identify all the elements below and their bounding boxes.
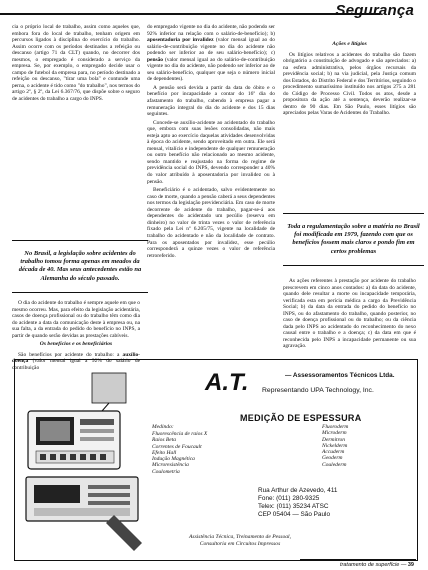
- subheading-acoes: Ações e litígios: [332, 41, 367, 47]
- col2-paragraph: Beneficiário é o acidentado, salvo evidentemente no caso de morte, quando a pensão caberá a seus dependentes nos termos da legislação previdenciária. Em caso de morte decorrente de acidente do trabalho, pagar-se-á aos dependentes do acidentado um pecúlio (reserva em dinheiro) no valor de trinta vezes o valor de referência fixado pela Lei nº 6.205/75, vigente na localidade de trabalho do acidentado e não da localidade de contrato. Para os aposentados por invalidez, esse pecúlio corresponderá a quinze vezes o valor de referência retroreferido.: [147, 187, 275, 259]
- col2-paragraph: Concede-se auxílio-acidente ao acidentado do trabalho que, embora com suas lesões consolidadas, não mais esteja apto ao exercício daquelas atividades desenvolvidas à época do acidente, sendo aproveitado em outra. Ele será mensal, vitalício e independente de qualquer remuneração ou outro benefício não relacionado ao mesmo acidente, sendo mantido e reajustado na forma do regime de previdência social do INPS, devendo corresponder a 40% do valor atribuído à aposentadoria por invalidez ou à pensão.: [147, 119, 275, 185]
- list-item: Microderm: [322, 430, 347, 437]
- address-line: Rua Arthur de Azevedo, 411: [258, 487, 338, 494]
- list-item: Indução Magnética: [152, 456, 195, 463]
- col1-paragraph: O dia do acidente do trabalho é sempre aquele em que o mesmo ocorreu. Mas, para efeito da legislação acidentária, casos de doença profissional ou do trabalho têm como dia do acidente a data da comunicação deste à empresa ou, na sua falta, a da entrada do pedido do benefício no INPS, a partir de quando serão devidas as prestações cabíveis.: [12, 300, 140, 339]
- page-footer: tratamento de superfície — 39: [340, 562, 414, 568]
- list-item: Accuderm: [322, 449, 345, 456]
- product-list: [322, 424, 348, 468]
- representation-line: Representando UPA Technology, Inc.: [262, 387, 374, 394]
- list-item: Microresistência: [152, 462, 189, 469]
- measuring-label: Medindo:: [152, 424, 174, 430]
- list-item: Geoderm: [322, 455, 343, 462]
- col1-paragraph: São benefícios por acidente do trabalho: a auxílio-doença (valor mensal igual a 92% do salário de contribuição: [12, 351, 140, 371]
- column-1: [12, 24, 140, 105]
- phone-line: Fone: (011) 280-9325: [258, 495, 320, 502]
- telex-line: Telex: (011) 35234 ATSC: [258, 503, 329, 510]
- section-title: Segurança: [335, 2, 414, 19]
- method-list: [152, 431, 207, 475]
- ad-footer-line: Assistência Técnica, Treinamento de Pessoal,: [188, 534, 292, 540]
- list-item: Nickelderm: [322, 442, 348, 449]
- header-rule: [0, 13, 380, 15]
- column-3-lower: [283, 278, 416, 352]
- ad-footer-line: Consultoria em Circuitos Impressos: [199, 540, 281, 547]
- list-item: Fluoroderm: [322, 424, 349, 430]
- company-name: — Assessoramentos Técnicos Ltda.: [285, 372, 395, 379]
- publication-name: tratamento de superfície: [340, 562, 400, 568]
- list-item: Coulederm: [322, 461, 347, 468]
- list-item: Raios Beta: [152, 437, 176, 444]
- list-item: Fluorescência de raios X: [152, 431, 208, 437]
- measuring-instrument-illustration: [22, 365, 150, 555]
- col2-paragraph: A pensão será devida a partir da data do óbito e o benefício por incapacidade a contar do 16º dia do afastamento do trabalho, cabendo à empresa pagar a remuneração integral do dia do acidente e dos 15 dias seguintes.: [147, 84, 275, 118]
- column-2: [147, 24, 275, 261]
- list-item: Correntes de Foucault: [152, 443, 202, 450]
- ad-footer: [145, 534, 335, 548]
- col1-paragraph: cia o próprio local de trabalho, assim como aqueles que, embora fora do local de trabalho, tenham origem em percursos ligados à disciplina do exercício do trabalho. Assim ocorre com os períodos destinados a refeição ou descanso (artigo 71 da CLT) quando, no decorrer dos mesmos, o empregado é considerado a serviço da empresa. Se, por exemplo, o empregado decide usar o campo de futebol da empresa para, no período destinado a refeição ou descanso, "tirar uma bola" e contunde uma perna, o acidente é tido como "do trabalho", nos termos do artigo 2º, § 2º, da Lei 6.367/76, que dispõe sobre o seguro de acidentes do trabalho a cargo do INPS.: [12, 24, 140, 103]
- cep-line: CEP 05404 — São Paulo: [258, 511, 331, 518]
- list-item: Dermitron: [322, 436, 346, 443]
- col3-paragraph: Os litígios relativos a acidentes do trabalho são fazem obrigatório a constituição de advogado e são apreciados: a) na esfera administrativa, pelos órgãos recursais da previdência social; b) na via judicial, pela Justiça comum dos Estados, do Distrito Federal e dos Territórios, seguindo o procedimento sumaríssimo instituído nos artigos 275 a 281 do Código de Processo Civil. Todos os atos, desde a propositura da ação até a sentença, deverão realizar-se dentro de 90 dias. Em São Paulo, esses litígios são apreciados pelas Varas de Acidentes do Trabalho.: [283, 51, 416, 117]
- list-item: Coulometria: [152, 468, 180, 475]
- ad-headline: MEDIÇÃO DE ESPESSURA: [240, 413, 362, 423]
- col2-paragraph: do empregado vigente no dia do acidente, não podendo ser 92% inferior na relação com o salário-de-benefício); b) aposentadoria por invalidez (valor mensal igual ao do salário-de-contribuição vigente no dia do acidente não podendo ser inferior ao de seu salário-benefício); c) pensão (valor mensal igual ao do salário-de-contribuição vigente no dia do acidente, não podendo ser inferior ao de seu salário-benefício, qualquer que seja o número inicial de dependentes).: [147, 24, 275, 83]
- pull-quote-1: No Brasil, a legislação sobre acidentes do trabalho tomou forma apenas em meados da década de 40. Mas seus antecedentes estão na Alemanha do século passado.: [12, 240, 148, 293]
- company-logo: A.T.: [205, 369, 249, 396]
- column-3: [283, 40, 416, 119]
- col3-paragraph: As ações referentes à prestação por acidente do trabalho prescrevem em cinco anos contados: a) da data do acidente, quando dele resultar a morte ou incapacidade temporária, verificada esta em perícia médica a cargo da Previdência Social; b) da data da entrada do pedido do benefício no INPS, ou do afastamento do trabalho, quando posterior, no caso de doença profissional ou do trabalho; ou da ciência dada pelo INPS ao acidentado do reconhecimento do nexo causal entre o trabalho e a doença; c) da data em que é reconhecida pelo INPS a incapacidade permanente ou sua agravação.: [283, 278, 416, 350]
- pull-quote-2: Toda a regulamentação sobre a matéria no Brasil foi modificada em 1979, fazendo com que os benefícios fossem mais claros e pondo fim em certos problemas: [283, 213, 424, 266]
- footer-rule: [300, 559, 416, 560]
- subheading-beneficios: Os benefícios e os beneficiários: [39, 341, 113, 348]
- company-address: [258, 487, 337, 519]
- list-item: Efeito Hall: [152, 449, 177, 456]
- page-number: 39: [407, 562, 414, 568]
